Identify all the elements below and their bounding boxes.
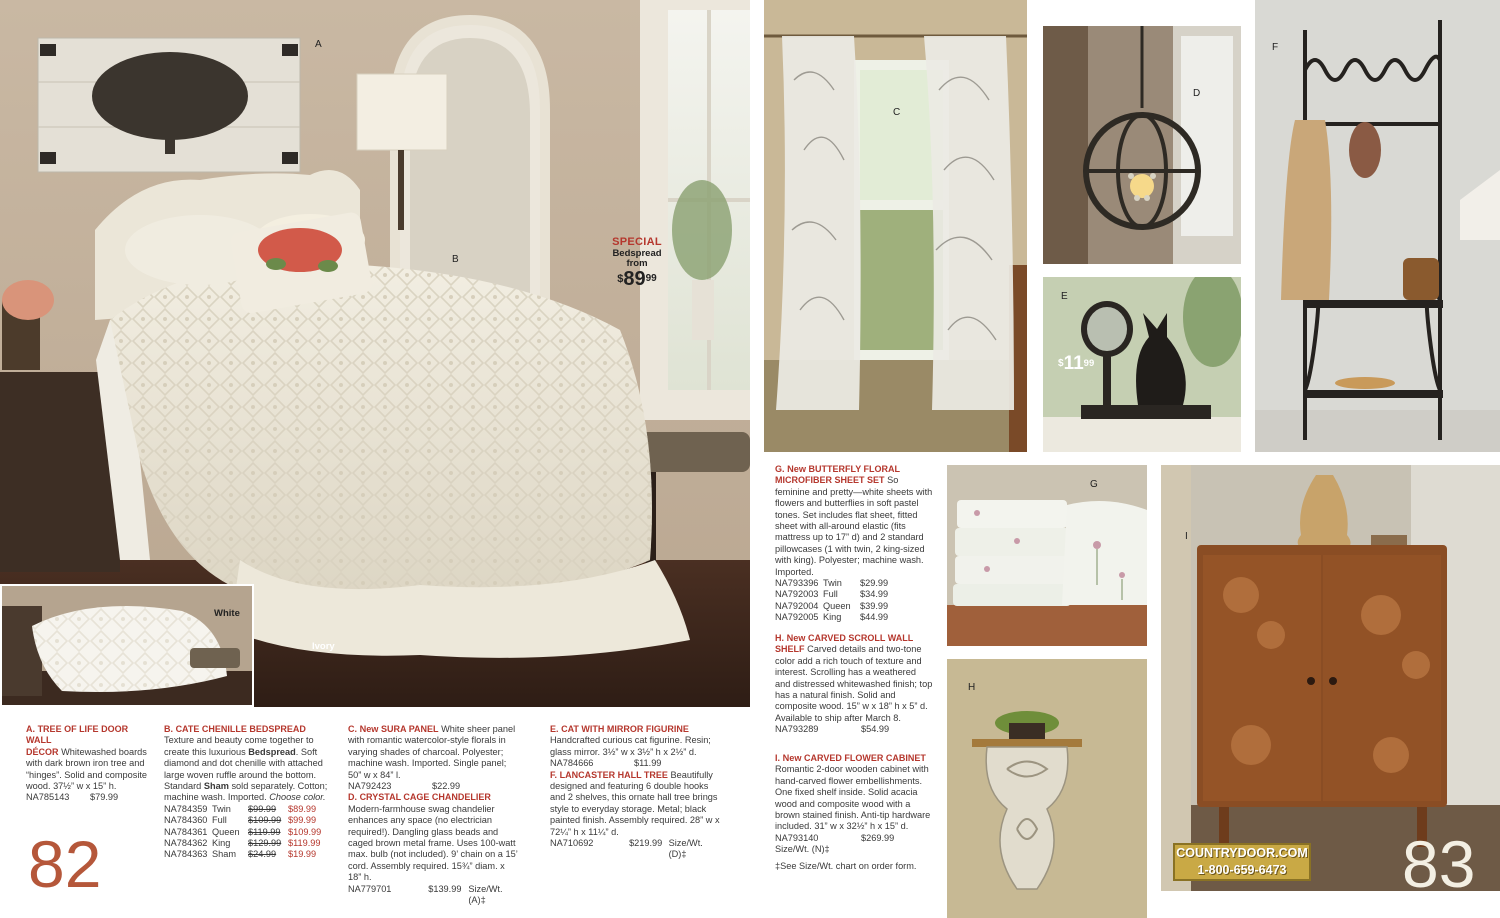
- product-i-text: Romantic 2-door wooden cabinet with hand-carved flower embellishments. One fixed shelf inside. Solid acacia wood and composite wood with a brown stained finish. Anti-tip hardware included. 31” w x 32½” h x 15” d.: [775, 764, 931, 832]
- old-price-cell: $109.99: [248, 815, 282, 826]
- special-price-main: 89: [623, 268, 646, 290]
- product-i-price-row: [775, 833, 935, 844]
- table-row: [164, 827, 330, 838]
- phone-text[interactable]: 1-800-659-6473: [1197, 863, 1287, 877]
- halltree-label-f: F: [1272, 42, 1279, 53]
- product-a-title1: TREE OF LIFE DOOR WALL: [26, 724, 129, 746]
- special-line2: Bedspread: [612, 248, 662, 259]
- product-g-title2: MICROFIBER SHEET SET: [775, 475, 885, 486]
- product-f-note: Size/Wt. (D)‡: [668, 838, 703, 860]
- table-row: [775, 612, 933, 623]
- table-row: [164, 804, 330, 815]
- product-i-code: I.: [775, 753, 781, 763]
- product-a-text: Whitewashed boards with dark brown iron tree and “hinges”. Solid and composite wood. 37½” w x 15” h.: [26, 746, 148, 792]
- product-d-price: $139.99: [428, 883, 462, 894]
- size-cell: Queen: [823, 600, 851, 611]
- hall-tree-photo: [1255, 0, 1500, 452]
- price-cell: $39.99: [860, 600, 889, 611]
- product-h-price: $54.99: [861, 724, 890, 735]
- size-chart-footnote: ‡See Size/Wt. chart on order form.: [775, 860, 917, 871]
- product-i-sku: NA793140: [775, 832, 819, 843]
- product-b-price-table: [164, 804, 330, 861]
- product-i-new: New: [782, 753, 802, 763]
- sku-cell: NA792005: [775, 612, 819, 623]
- price-cell: $29.99: [860, 578, 889, 589]
- sale-price-cell: $109.99: [288, 826, 322, 837]
- bedroom-label-ivory: Ivory: [312, 641, 335, 652]
- sku-cell: NA792004: [775, 600, 819, 611]
- chandelier-label-d: D: [1193, 88, 1201, 99]
- product-b-code: B.: [164, 724, 173, 734]
- curtain-label-c: C: [893, 107, 901, 118]
- old-price-cell: $24.99: [248, 849, 277, 860]
- product-c-text: White sheer panel with romantic watercolor-style florals in varying shades of charcoal. Polyester; machine wash. Imported. Single panel; 50” w x 84” l.: [348, 724, 516, 780]
- table-row: [775, 578, 933, 589]
- sku-cell: NA793396: [775, 578, 819, 589]
- product-g-description: [775, 464, 933, 624]
- product-f-text: Beautifully designed and featuring 6 double hooks and 2 shelves, this ornate hall tree brings style to everyday storage. Metal; black painted finish. Assembly required. 28” w x 72¼” h x 11¼” d.: [550, 769, 720, 837]
- sale-price-cell: $89.99: [288, 803, 317, 814]
- special-line3: from: [626, 258, 648, 269]
- product-c-sku: NA792423: [348, 781, 392, 792]
- product-c-code: C.: [348, 724, 357, 734]
- product-b-bold1: Bedspread: [248, 746, 296, 757]
- size-cell: Twin: [212, 803, 231, 814]
- old-price-cell: $99.99: [248, 803, 277, 814]
- sale-price-cell: $99.99: [288, 815, 317, 826]
- product-b-text2: . Soft diamond and dot chenille with attached large woven ruffle around the bottom. Standard: [164, 746, 323, 792]
- website-text[interactable]: COUNTRYDOOR.COM: [1176, 846, 1308, 860]
- hall-tree-graphic: [1255, 0, 1500, 452]
- product-d-text: Modern-farmhouse swag chandelier enhances any space (no electrician required!). Dangling glass beads and caged brown metal frame. Uses 100-watt max. bulb (not included). 9’ chain on a 15’ cord. Assembly required. 15¾” diam. x 18” h.: [348, 803, 518, 883]
- product-f-code: F.: [550, 769, 558, 780]
- bedroom-label-b: B: [452, 254, 459, 265]
- product-h-description: [775, 633, 933, 736]
- product-e-description: [550, 724, 720, 861]
- sheet-set-photo: [947, 465, 1147, 646]
- product-f-price: $219.99: [629, 838, 663, 849]
- product-e-code: E.: [550, 724, 559, 734]
- product-a-sku: NA785143: [26, 792, 70, 803]
- product-h-title1: CARVED SCROLL WALL: [808, 633, 914, 643]
- product-i-note: Size/Wt. (N)‡: [775, 844, 830, 855]
- cat-label-e: E: [1061, 291, 1068, 302]
- table-row: [775, 601, 933, 612]
- product-f-title: LANCASTER HALL TREE: [559, 769, 668, 780]
- product-d-price-row: [348, 884, 520, 907]
- cat-price-main: 11: [1063, 353, 1084, 374]
- product-a-price: $79.99: [90, 792, 119, 803]
- sheets-graphic: [947, 465, 1147, 646]
- product-c-title: SURA PANEL: [381, 724, 439, 734]
- product-a-title2: DÉCOR: [26, 746, 59, 757]
- chandelier-graphic: [1043, 26, 1241, 264]
- old-price-cell: $119.99: [248, 826, 281, 837]
- product-b-text1: Texture and beauty come together to create this luxurious: [164, 735, 314, 757]
- special-price: [606, 269, 668, 291]
- product-h-code: H.: [775, 633, 784, 643]
- table-row: [164, 838, 330, 849]
- size-cell: Full: [823, 589, 838, 600]
- curtain-graphic: [764, 0, 1027, 452]
- product-b-text3: sold separately. Cotton; machine wash. Imported.: [164, 781, 328, 803]
- product-f-sku: NA710692: [550, 838, 594, 849]
- sku-cell: NA792003: [775, 589, 819, 600]
- price-cell: $44.99: [860, 612, 889, 623]
- size-cell: Queen: [212, 826, 240, 837]
- chandelier-photo: [1043, 26, 1241, 264]
- inset-label-white: White: [214, 608, 240, 619]
- product-h-sku: NA793289: [775, 724, 819, 735]
- cat-price: [1058, 354, 1094, 375]
- product-d-sku: NA779701: [348, 883, 392, 894]
- product-a-description: [26, 724, 148, 804]
- shelf-label-h: H: [968, 682, 976, 693]
- sku-cell: NA784360: [164, 815, 208, 826]
- special-title: SPECIAL: [612, 236, 662, 248]
- product-a-code: A.: [26, 724, 35, 734]
- product-c-new: New: [359, 724, 379, 734]
- table-row: [164, 815, 330, 826]
- sku-cell: NA784363: [164, 849, 208, 860]
- product-h-title2: SHELF: [775, 644, 805, 655]
- curtain-photo: [764, 0, 1027, 452]
- special-price-callout: [606, 236, 668, 291]
- product-e-sku: NA784666: [550, 758, 594, 769]
- cat-price-cents: 99: [1083, 358, 1095, 369]
- product-g-text: So feminine and pretty—white sheets with flowers and butterflies in soft pastel tones. Set includes flat sheet, fitted sheet with all-around elastic (fits mattress up to 17” d) and 2 standard pillowcases (1 with twin, 2 king-sized with king). Polyester; machine wash. Imported.: [775, 475, 933, 577]
- product-i-description: [775, 753, 935, 872]
- bedroom-label-a: A: [315, 39, 322, 50]
- product-b-bold2: Sham: [203, 781, 229, 792]
- special-price-cents: 99: [645, 273, 657, 284]
- product-c-price-row: [348, 781, 520, 792]
- size-cell: Full: [212, 815, 227, 826]
- page-number-right: 83: [1402, 827, 1476, 901]
- scroll-shelf-photo: [947, 659, 1147, 918]
- product-b-choose: Choose color.: [269, 792, 326, 803]
- product-e-price: $11.99: [634, 758, 662, 769]
- product-e-price-row: [550, 758, 720, 769]
- product-i-title: CARVED FLOWER CABINET: [804, 753, 926, 763]
- product-i-price: $269.99: [861, 832, 895, 843]
- website-badge[interactable]: [1173, 843, 1311, 881]
- sale-price-cell: $119.99: [288, 838, 321, 849]
- product-d-title: CRYSTAL CAGE CHANDELIER: [359, 792, 491, 803]
- special-dollar: $: [617, 273, 624, 285]
- sku-cell: NA784361: [164, 826, 208, 837]
- page-number-left: 82: [28, 827, 102, 901]
- white-bedspread-inset: [0, 584, 254, 707]
- cat-dollar: $: [1058, 358, 1064, 369]
- shelf-graphic: [947, 659, 1147, 918]
- product-d-code: D.: [348, 792, 357, 803]
- size-cell: King: [823, 612, 842, 623]
- product-h-price-row: [775, 724, 933, 735]
- size-cell: King: [212, 838, 231, 849]
- sku-cell: NA784362: [164, 838, 208, 849]
- product-e-title: CAT WITH MIRROR FIGURINE: [561, 724, 689, 734]
- sheets-label-g: G: [1090, 479, 1098, 490]
- product-f-price-row: [550, 838, 720, 861]
- table-row: [775, 589, 933, 600]
- product-g-title1: BUTTERFLY FLORAL: [808, 464, 901, 474]
- product-h-text: Carved details and two-tone color add a rich touch of texture and interest. Scrolling has a weathered and distressed whitewashed finish; top has a natural finish. Solid and composite wood. 15” w x 18” h x 5” d. Available to ship after March 8.: [775, 644, 933, 723]
- sale-price-cell: $19.99: [288, 849, 317, 860]
- product-b-title: CATE CHENILLE BEDSPREAD: [175, 724, 306, 734]
- size-cell: Twin: [823, 578, 842, 589]
- inset-graphic: [2, 586, 254, 707]
- product-g-new: New: [787, 464, 806, 474]
- product-b-description: [164, 724, 330, 861]
- sku-cell: NA784359: [164, 803, 208, 814]
- cabinet-label-i: I: [1185, 531, 1188, 542]
- product-g-code: G.: [775, 464, 785, 474]
- product-g-price-table: [775, 578, 933, 624]
- table-row: [164, 849, 330, 860]
- product-d-note: Size/Wt. (A)‡: [468, 883, 503, 906]
- product-c-description: [348, 724, 520, 907]
- size-cell: Sham: [212, 849, 237, 860]
- product-c-price: $22.99: [432, 781, 461, 792]
- product-a-price-row: [26, 792, 148, 803]
- price-cell: $34.99: [860, 589, 889, 600]
- product-h-new: New: [786, 633, 806, 643]
- old-price-cell: $129.99: [248, 838, 282, 849]
- product-e-text: Handcrafted curious cat figurine. Resin; glass mirror. 3½” w x 3½” h x 2½” d.: [550, 735, 711, 757]
